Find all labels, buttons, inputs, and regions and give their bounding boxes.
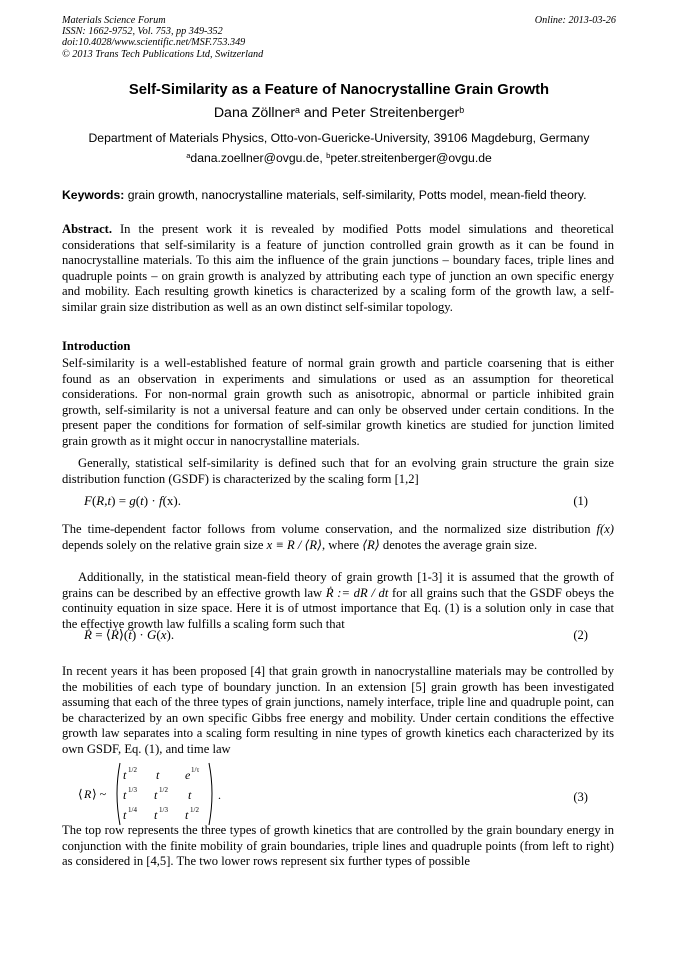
equation-3-number: (3): [573, 790, 588, 804]
abstract: [62, 222, 614, 316]
m-r1c1: 1/2: [128, 766, 137, 774]
author-1-sup: a: [295, 104, 300, 115]
mean-size-symbol: ⟨R⟩: [362, 537, 380, 552]
p3-text-c: , where: [322, 537, 363, 552]
intro-paragraph-2: Generally, statistical self-similarity is defined such that for an evolving grain structure the grain size distribution function (GSDF) is characterized by the scaling form [1,2]: [62, 456, 614, 486]
email-line: [0, 151, 678, 165]
svg-text:t: t: [154, 808, 158, 822]
email-b-sup: b: [326, 151, 331, 161]
svg-text:R: R: [84, 787, 92, 801]
relative-size-formula: x ≡ R / ⟨R⟩: [266, 537, 322, 552]
equation-2: Ṙ = ⟨Ṙ⟩(t) · G(x).: [84, 627, 175, 642]
author-2-sup: b: [459, 104, 465, 115]
intro-paragraph-6: The top row represents the three types of growth kinetics that are controlled by the grain boundary energy in conjunction with the finite mobility of grain boundaries, triple lines and quadruple points (from left to right) as considered in [4,5]. The two lower rows represent six further types of possible: [62, 823, 614, 869]
svg-text:.: .: [218, 788, 221, 802]
abstract-text: In the present work it is revealed by modified Potts model simulations and theoretical considerations that self-similarity is a feature of junction controlled grain growth as it can be found in nanocrystalline materials. To this aim the influence of the grain junctions – boundary faces, triple lines and quadruple points – on grain growth is analyzed by attributing each type of junction an own specific energy and mobility. Each resulting growth kinetics is characterized by a scaling form of the growth law, a self-similar grain size distribution as well as an own distinct self-similar topology.: [62, 222, 614, 314]
intro-paragraph-3: [62, 522, 614, 553]
m-r1c2: t: [156, 768, 160, 782]
copyright-line: © 2013 Trans Tech Publications Ltd, Switzerland: [62, 48, 264, 60]
keywords-label: Keywords:: [62, 188, 125, 202]
p4-text-b: for all grains such that the GSDF obeys the continuity equation in size space. Here it is of utmost importance that Eq. (1) is a solution only in case that the effective growth law fulfills a scaling form such that: [62, 585, 614, 631]
growth-law-formula: Ṙ := dR / dt: [325, 585, 389, 600]
doi-line: doi:10.4028/www.scientific.net/MSF.753.349: [62, 37, 246, 49]
svg-text:⟩ ~: ⟩ ~: [92, 787, 107, 801]
svg-text:t: t: [123, 788, 127, 802]
m-r2c3: t: [188, 788, 192, 802]
p3-fx: f(x): [596, 522, 614, 536]
author-and: and: [299, 105, 332, 121]
svg-text:t: t: [185, 808, 189, 822]
keywords-text: grain growth, nanocrystalline materials, self-similarity, Potts model, mean-field theory.: [124, 188, 587, 202]
svg-text:t: t: [154, 788, 158, 802]
m-r3c1: 1/4: [128, 806, 137, 814]
email-a[interactable]: dana.zoellner@ovgu.de,: [190, 151, 327, 165]
issn-line: ISSN: 1662-9752, Vol. 753, pp 349-352: [62, 26, 223, 38]
journal-name: Materials Science Forum: [62, 15, 166, 26]
email-a-sup: a: [186, 151, 191, 161]
p3-text-d: denotes the average grain size.: [379, 537, 538, 552]
section-heading: Introduction: [62, 339, 131, 353]
m-r2c2: 1/2: [159, 786, 168, 794]
journal-header: [62, 15, 263, 60]
equation-3-matrix: [78, 757, 228, 829]
author-2: Peter Streitenberger: [331, 105, 460, 121]
author-line: [0, 105, 678, 121]
p4-text-a: Additionally, in the statistical mean-field theory of grain growth [1-3] it is assumed that the growth of grains can be described by an effective growth law: [62, 570, 614, 600]
intro-paragraph-5: In recent years it has been proposed [4] that grain growth in nanocrystalline materials may be controlled by the mobilities of each type of boundary junction. In an extension [5] grain growth has been investigated assuming that each of the three types of grain junctions, namely interface, triple line and quadruple point, can be characterized by an own specific Gibbs free energy and mobility. Under certain conditions the effective growth law separates into a scaling form resulting in nine types of growth kinetics each characterized by its own GSDF, Eq. (1), and time law: [62, 664, 614, 756]
equation-1-number: (1): [573, 494, 588, 508]
intro-paragraph-4: [62, 570, 614, 632]
m-r2c1: 1/3: [128, 786, 137, 794]
svg-text:t: t: [123, 768, 127, 782]
m-r1c3: 1/τ: [191, 766, 200, 774]
equation-2-number: (2): [573, 628, 588, 642]
p3-text-a: The time-dependent factor follows from volume conservation, and the normalized size distribution: [62, 522, 597, 536]
svg-text:e: e: [185, 768, 191, 782]
intro-paragraph-1: Self-similarity is a well-established feature of normal grain growth and particle coarsening that is either found as an observation in experiments and simulations or used as an assumption for theoretical considerations. For non-normal grain growth such as anisotropic, abnormal or particle inhibited grain growth, self-similarity is not a universal feature and can only be observed under certain conditions. In the present paper the conditions for formation of self-similar growth kinetics are studied for junction limited grain growth as it might occur in nanocrystalline materials.: [62, 356, 614, 448]
svg-text:t: t: [123, 808, 127, 822]
m-r3c2: 1/3: [159, 806, 168, 814]
paper-title: Self-Similarity as a Feature of Nanocrystalline Grain Growth: [128, 82, 550, 98]
equation-1: F(R,t) = g(t) · f(x).: [84, 493, 181, 508]
email-b[interactable]: peter.streitenberger@ovgu.de: [330, 151, 492, 165]
m-r3c3: 1/2: [190, 806, 199, 814]
author-1: Dana Zöllner: [213, 105, 296, 121]
online-date: Online: 2013-03-26: [534, 15, 616, 26]
affiliation: Department of Materials Physics, Otto-von-Guericke-University, 39106 Magdeburg, Germany: [88, 131, 590, 145]
p3-text-b: depends solely on the relative grain size: [62, 537, 267, 552]
svg-text:⟨: ⟨: [78, 787, 83, 801]
abstract-label: Abstract.: [62, 222, 113, 236]
keywords: [62, 188, 622, 202]
